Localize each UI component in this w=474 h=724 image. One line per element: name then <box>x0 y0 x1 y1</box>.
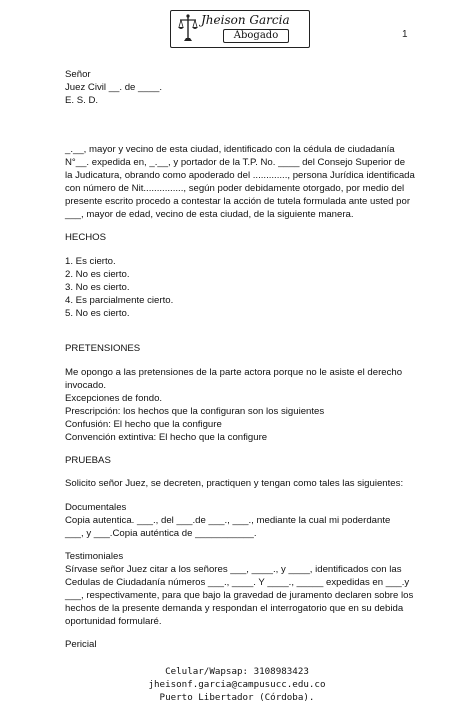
scales-of-justice-icon <box>177 13 199 45</box>
paragraph-line: Cedulas de Ciudadanía números ___., ____. Y ____., _____ expedidas en ___.y <box>65 577 410 588</box>
footer-email: jheisonf.garcia@campusucc.edu.co <box>148 679 326 690</box>
footer-phone: Celular/Wapsap: 3108983423 <box>165 666 309 677</box>
paragraph-line: ___, y ___.Copia auténtica de ___________. <box>65 528 257 539</box>
list-item: 1. Es cierto. <box>65 256 116 267</box>
paragraph-line: presente escrito procedo a contestar la acción de tutela formulada ante usted por <box>65 196 411 207</box>
page-number: 1 <box>402 29 408 40</box>
paragraph-line: N°__. expedida en, _.__, y portador de la T.P. No. ____ del Consejo Superior de <box>65 157 406 168</box>
list-item: 2. No es cierto. <box>65 269 130 280</box>
list-item: 4. Es parcialmente cierto. <box>65 295 174 306</box>
paragraph-line: la Judicatura, obrando como apoderado del ............., persona Jurídica identificada <box>65 170 415 181</box>
footer-location: Puerto Libertador (Córdoba). <box>159 692 315 703</box>
addressee-line: E. S. D. <box>65 95 99 106</box>
paragraph-line: con número de Nit..............., según poder debidamente otorgado, por medio del <box>65 183 405 194</box>
subheading-pericial: Pericial <box>65 639 97 650</box>
paragraph-line: Me opongo a las pretensiones de la parte actora porque no le asiste el derecho <box>65 367 403 378</box>
paragraph-line: Confusión: El hecho que la configure <box>65 419 222 430</box>
letterhead-title: Abogado <box>223 29 289 43</box>
subheading-testimoniales: Testimoniales <box>65 551 124 562</box>
paragraph-line: oportunidad formularé. <box>65 616 162 627</box>
section-heading-hechos: HECHOS <box>65 232 107 243</box>
addressee-line: Señor <box>65 69 91 80</box>
subheading-documentales: Documentales <box>65 502 127 513</box>
paragraph-line: Sírvase señor Juez citar a los señores ___, ____., y ____, identificados con las <box>65 564 402 575</box>
paragraph-line: Excepciones de fondo. <box>65 393 163 404</box>
list-item: 3. No es cierto. <box>65 282 130 293</box>
paragraph-line: Prescripción: los hechos que la configuran son los siguientes <box>65 406 325 417</box>
paragraph-line: ___, respectivamente, para que bajo la gravedad de juramento declaren sobre los <box>65 590 414 601</box>
letterhead-name: Jheison Garcia <box>201 13 290 27</box>
addressee-line: Juez Civil __. de ____. <box>65 82 163 93</box>
paragraph-line: Convención extintiva: El hecho que la configure <box>65 432 268 443</box>
letterhead-logo <box>170 10 310 48</box>
section-heading-pretensiones: PRETENSIONES <box>65 343 141 354</box>
paragraph-line: _.__, mayor y vecino de esta ciudad, identificado con la cédula de ciudadanía <box>65 144 395 155</box>
paragraph-line: invocado. <box>65 380 107 391</box>
paragraph-line: Solicito señor Juez, se decreten, practiquen y tengan como tales las siguientes: <box>65 478 404 489</box>
section-heading-pruebas: PRUEBAS <box>65 455 111 466</box>
paragraph-line: ___, mayor de edad, vecino de esta ciudad, de la siguiente manera. <box>65 209 354 220</box>
paragraph-line: hechos de la presente demanda y respondan el interrogatorio que en su debida <box>65 603 404 614</box>
paragraph-line: Copia autentica. ___., del ___.de ___., ___., mediante la cual mi poderdante <box>65 515 391 526</box>
list-item: 5. No es cierto. <box>65 308 130 319</box>
